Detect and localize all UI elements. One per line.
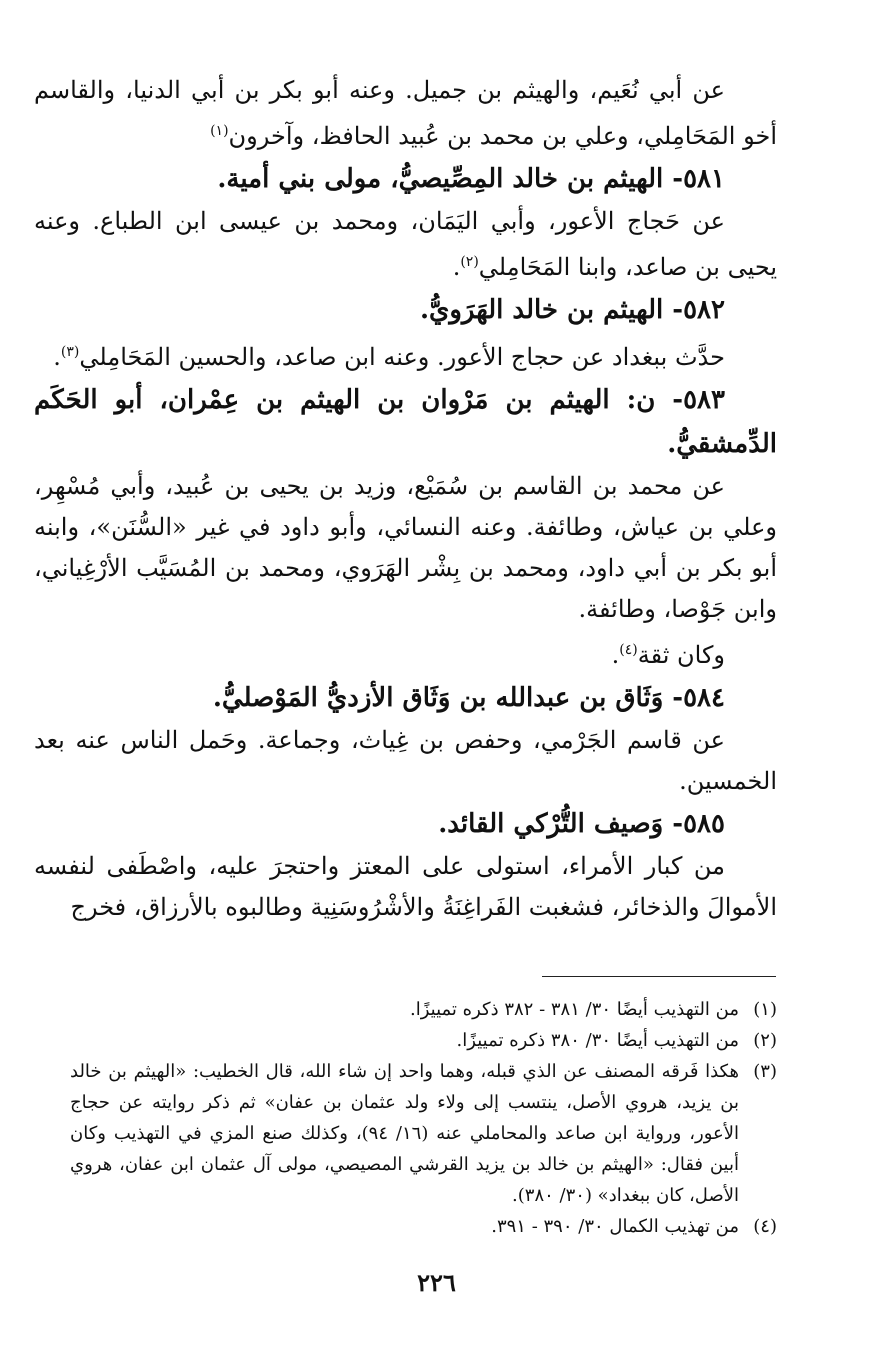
footnote-mark: (٤) (753, 1216, 777, 1237)
paragraph-end: . (611, 641, 620, 669)
footnote-mark: (٣) (753, 1061, 777, 1082)
entry-body-585: من كبار الأمراء، استولى على المعتز واحتجرَ عليه، واصْطَفى لنفسه الأموالَ والذخائر، فشغبت الفَراغِنَةُ والأشْرُوسَنِية وطالبوه بالأرزاق، فخرج (34, 852, 777, 921)
paragraph-text: حدَّث ببغداد عن حجاج الأعور. وعنه ابن صاعد، والحسين المَحَامِلي (79, 343, 725, 371)
paragraph-end: . (53, 343, 61, 371)
footnote-text: هكذا فَرقه المصنف عن الذي قبله، وهما واحد إن شاء الله، قال الخطيب: «الهيثم بن خالد بن يزيد، هروي الأصل، ينتسب إلى ولاء ولد عثمان بن عفان» ثم ذكر روايته عن حجاج الأعور، ورواية ابن صاعد والمحاملي عنه (١٦/ ٩٤)، وكذلك صنع المزي في التهذيب وكان أبين فقال: «الهيثم بن خالد بن يزيد القرشي المصيصي، مولى آل عثمان ابن عفان، هروي الأصل، كان ببغداد» (٣٠/ ٣٨٠). (70, 1061, 739, 1206)
entry-heading-583: ٥٨٣- ن: الهيثم بن مَرْوان بن الهيثم بن عِمْران، أبو الحَكَم الدِّمشقيُّ. (34, 385, 777, 459)
entry-body-582 (34, 332, 777, 378)
page-number: ٢٢٦ (417, 1268, 456, 1297)
footnote-1 (70, 994, 777, 1025)
footnote-mark: (٢) (753, 1030, 777, 1051)
paragraph-text: وكان ثقة (637, 641, 725, 669)
footnote-text: من تهذيب الكمال ٣٠/ ٣٩٠ - ٣٩١. (491, 1216, 739, 1237)
entry-body-584: عن قاسم الجَرْمي، وحفص بن غِياث، وجماعة. وحَمل الناس عنه بعد الخمسين. (34, 726, 777, 795)
footnote-mark: (١) (753, 999, 777, 1020)
paragraph-text: عن أبي نُعَيم، والهيثم بن جميل. وعنه أبو بكر بن أبي الدنيا، والقاسم أخو المَحَامِلي، وعلي بن محمد بن عُبيد الحافظ، وآخرون (34, 76, 777, 150)
footnote-3 (70, 1056, 777, 1211)
footnote-separator (542, 976, 776, 977)
entry-heading-582: ٥٨٢- الهيثم بن خالد الهَرَويُّ. (419, 295, 725, 325)
footnote-text: من التهذيب أيضًا ٣٠/ ٣٨١ - ٣٨٢ ذكره تمييزًا. (410, 999, 739, 1020)
entry-body-583: عن محمد بن القاسم بن سُمَيْع، وزيد بن يحيى بن عُبيد، وأبي مُسْهِر، وعلي بن عياش، وطائفة. وعنه النسائي، وأبو داود في غير «السُّنَن»، وابنه أبو بكر بن أبي داود، ومحمد بن بِشْر الهَرَوي، ومحمد بن المُسَيَّب الأرْغِياني، وابن جَوْصا، وطائفة. (34, 472, 777, 623)
footnote-2 (70, 1025, 777, 1056)
paragraph-intro (34, 70, 777, 157)
footnote-ref[interactable]: (٤) (619, 642, 638, 658)
main-text (34, 70, 777, 928)
entry-body-583-reliability (34, 630, 777, 676)
entry-heading-581: ٥٨١- الهيثم بن خالد المِصِّيصيُّ، مولى بني أمية. (217, 164, 725, 194)
footnote-4 (70, 1211, 777, 1242)
footnote-ref[interactable]: (١) (210, 123, 229, 139)
footnote-text: من التهذيب أيضًا ٣٠/ ٣٨٠ ذكره تمييزًا. (456, 1030, 739, 1051)
paragraph-end: . (452, 253, 461, 281)
footnotes (70, 994, 777, 1242)
footnote-ref[interactable]: (٣) (60, 344, 80, 360)
entry-heading-584: ٥٨٤- وَثَاق بن عبدالله بن وَثَاق الأزديُّ المَوْصليُّ. (212, 683, 725, 713)
entry-heading-585: ٥٨٥- وَصيف التُّرْكي القائد. (438, 809, 725, 839)
paragraph-text: عن حَجاج الأعور، وأبي اليَمَان، ومحمد بن عيسى ابن الطباع. وعنه يحيى بن صاعد، وابنا المَحَامِلي (34, 207, 777, 281)
entry-body-581 (34, 201, 777, 288)
footnote-ref[interactable]: (٢) (460, 254, 479, 270)
